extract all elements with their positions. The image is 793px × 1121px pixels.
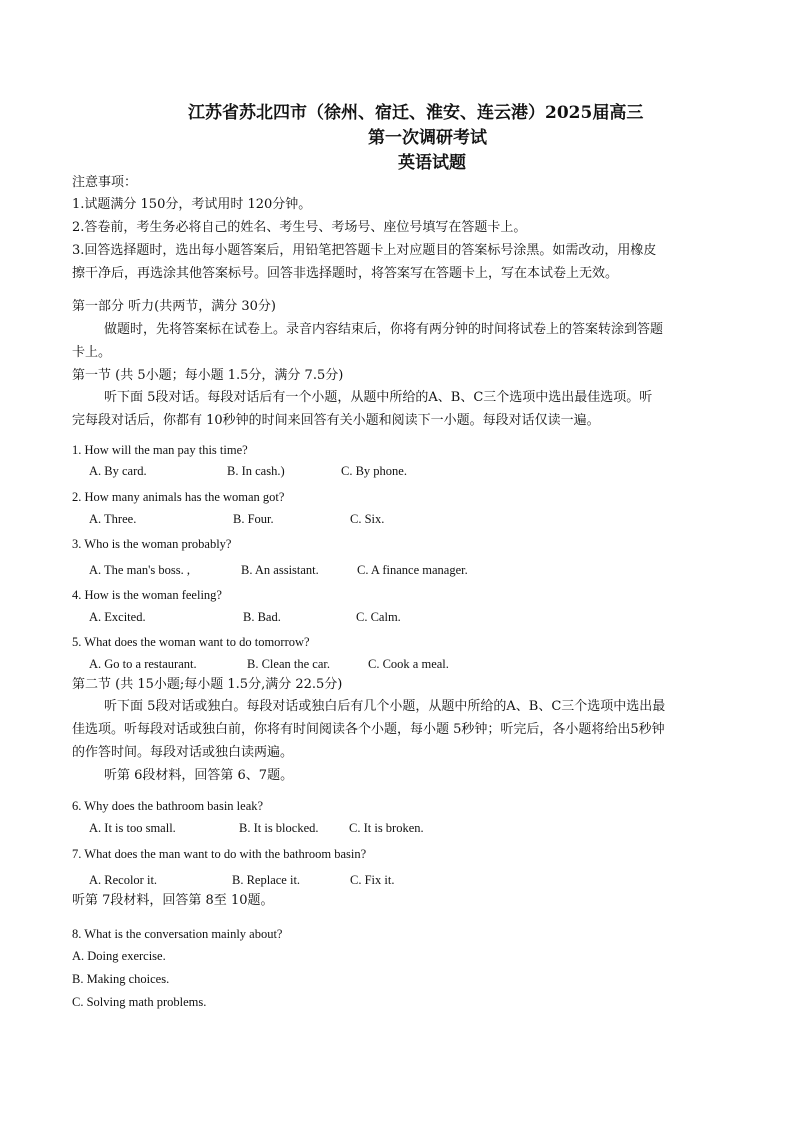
question-2-option-b: B. Four.: [233, 512, 274, 526]
question-1-option-b: B. In cash.): [227, 464, 285, 478]
notice-heading: 注意事项：: [72, 175, 138, 190]
question-4-option-b: B. Bad.: [243, 610, 281, 624]
part1-heading: 第一部分 听力(共两节，满分 30分): [72, 299, 276, 314]
question-4-option-a: A. Excited.: [89, 610, 146, 624]
question-6-option-a: A. It is too small.: [89, 821, 176, 835]
notice-item-3-line1: 3.回答选择题时，选出每小题答案后，用铅笔把答题卡上对应题目的答案标号涂黑。如需改动，用橡皮: [72, 243, 657, 258]
notice-item-3-line2: 擦干净后，再选涂其他答案标号。回答非选择题时，将答案写在答题卡上，写在本试卷上无效。: [72, 266, 619, 281]
question-6-option-b: B. It is blocked.: [239, 821, 319, 835]
question-8-option-b: B. Making choices.: [72, 972, 170, 986]
question-1-option-a: A. By card.: [89, 464, 147, 478]
exam-title-line3: 英语试题: [398, 153, 466, 173]
section2-heading: 第二节 (共 15小题;每小题 1.5分,满分 22.5分): [72, 677, 343, 692]
question-7-option-b: B. Replace it.: [232, 873, 301, 887]
question-5-stem: 5. What does the woman want to do tomorrow?: [72, 635, 310, 649]
question-7-stem: 7. What does the man want to do with the bathroom basin?: [72, 847, 367, 861]
notice-item-2: 2.答卷前，考生务必将自己的姓名、考生号、考场号、座位号填写在答题卡上。: [72, 220, 527, 235]
question-8-option-a: A. Doing exercise.: [72, 949, 166, 963]
material-6-instruction: 听第 6段材料，回答第 6、7题。: [104, 768, 294, 783]
part1-intro-line2: 卡上。: [72, 345, 112, 360]
material-7-instruction: 听第 7段材料，回答第 8至 10题。: [72, 893, 274, 908]
question-1-option-c: C. By phone.: [341, 464, 407, 478]
part1-intro-line1: 做题时，先将答案标在试卷上。录音内容结束后，你将有两分钟的时间将试卷上的答案转涂到答题: [104, 322, 664, 337]
question-6-stem: 6. Why does the bathroom basin leak?: [72, 799, 264, 813]
question-5-option-b: B. Clean the car.: [247, 657, 330, 671]
section1-heading: 第一节 (共 5小题；每小题 1.5分，满分 7.5分): [72, 368, 344, 383]
question-4-stem: 4. How is the woman feeling?: [72, 588, 222, 602]
question-2-option-c: C. Six.: [350, 512, 385, 526]
exam-title-line2: 第一次调研考试: [368, 128, 487, 148]
question-2-stem: 2. How many animals has the woman got?: [72, 490, 285, 504]
question-3-option-b: B. An assistant.: [241, 563, 319, 577]
exam-title-line1: 江苏省苏北四市（徐州、宿迁、淮安、连云港）2025届高三: [188, 103, 644, 123]
question-3-option-a: A. The man's boss. ,: [89, 563, 190, 577]
question-8-stem: 8. What is the conversation mainly about?: [72, 927, 283, 941]
notice-item-1: 1.试题满分 150分，考试用时 120分钟。: [72, 197, 312, 212]
section2-intro-line2: 佳选项。听每段对话或独白前，你将有时间阅读各个小题，每小题 5秒钟；听完后，各小题将给出5秒钟: [72, 722, 665, 737]
section1-intro-line1: 听下面 5段对话。每段对话后有一个小题，从题中所给的A、B、C三个选项中选出最佳选项。听: [104, 390, 653, 405]
question-8-option-c: C. Solving math problems.: [72, 995, 207, 1009]
section2-intro-line1: 听下面 5段对话或独白。每段对话或独白后有几个小题，从题中所给的A、B、C三个选项中选出最: [104, 699, 666, 714]
section1-intro-line2: 完每段对话后，你都有 10秒钟的时间来回答有关小题和阅读下一小题。每段对话仅读一遍。: [72, 413, 600, 428]
question-5-option-c: C. Cook a meal.: [368, 657, 449, 671]
section2-intro-line3: 的作答时间。每段对话或独白读两遍。: [72, 745, 294, 760]
question-3-stem: 3. Who is the woman probably?: [72, 537, 232, 551]
question-2-option-a: A. Three.: [89, 512, 137, 526]
question-1-stem: 1. How will the man pay this time?: [72, 443, 248, 457]
question-5-option-a: A. Go to a restaurant.: [89, 657, 197, 671]
question-4-option-c: C. Calm.: [356, 610, 401, 624]
question-3-option-c: C. A finance manager.: [357, 563, 468, 577]
question-6-option-c: C. It is broken.: [349, 821, 424, 835]
question-7-option-c: C. Fix it.: [350, 873, 395, 887]
question-7-option-a: A. Recolor it.: [89, 873, 158, 887]
